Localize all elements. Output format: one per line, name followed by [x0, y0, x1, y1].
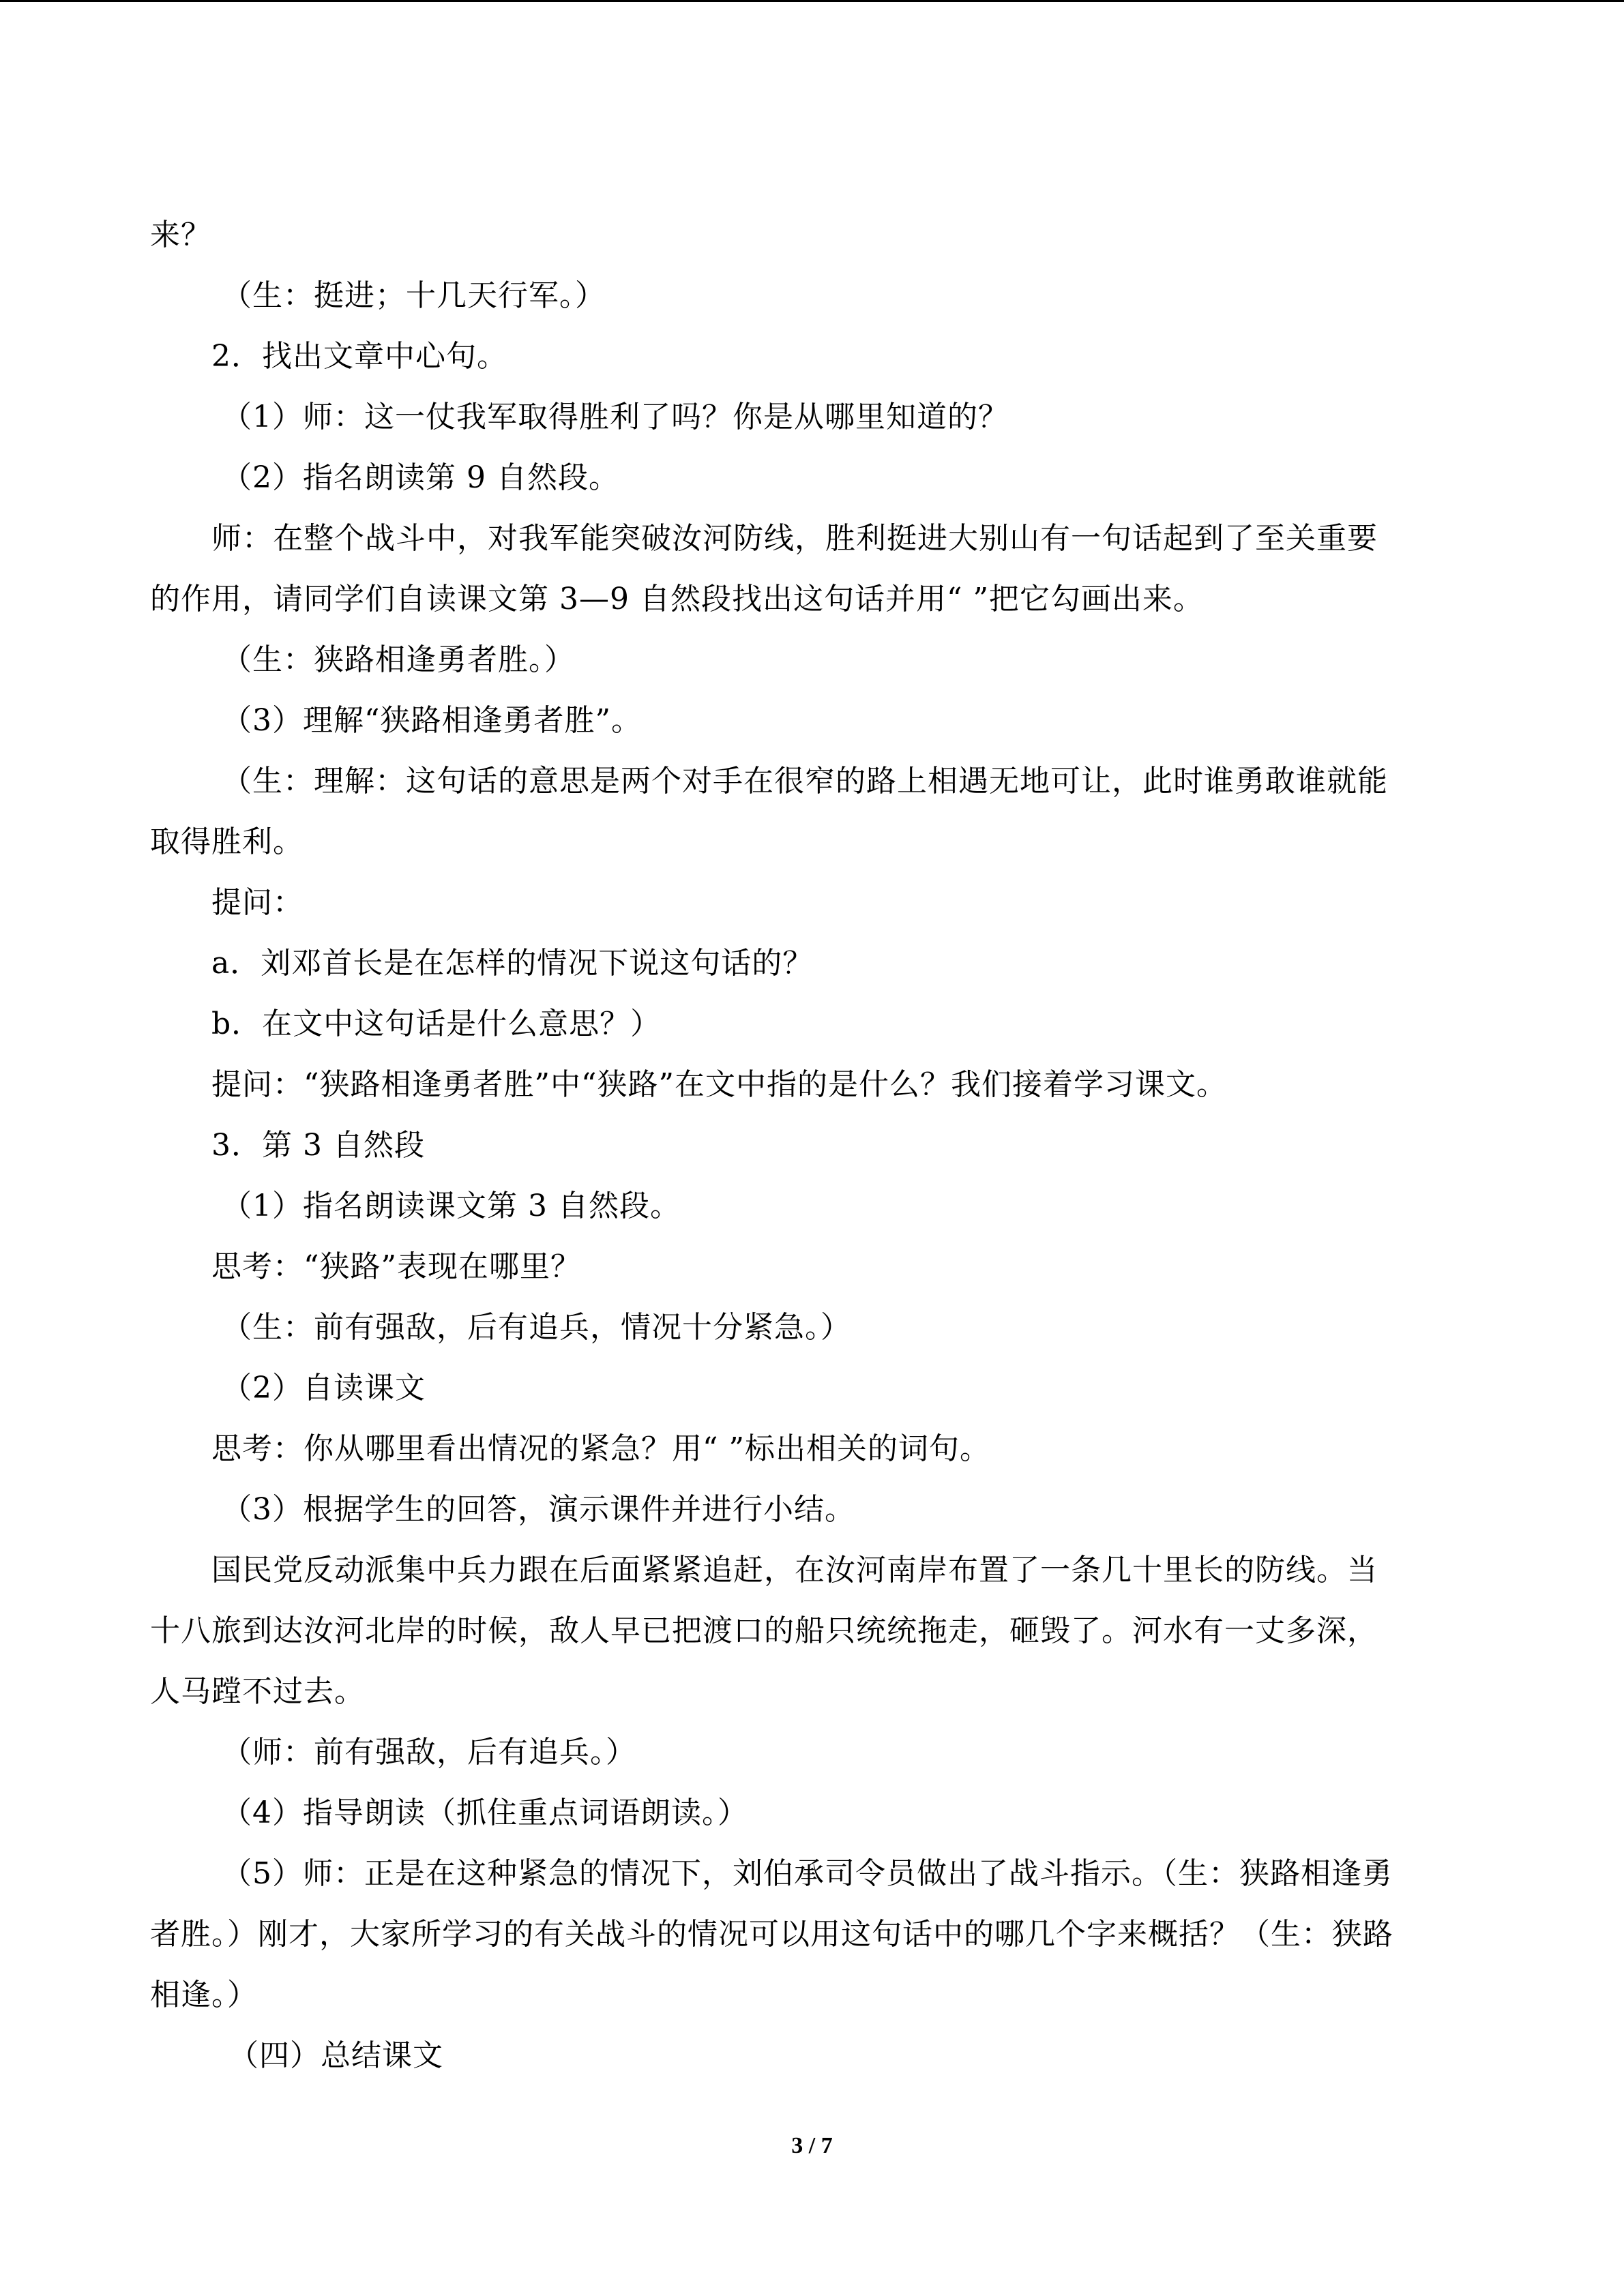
text-line: a．刘邓首长是在怎样的情况下说这句话的？ [211, 946, 814, 981]
page-number: 3 / 7 [791, 2133, 833, 2158]
page-top-border [0, 0, 1624, 2]
text-line: 相逢。） [150, 1978, 258, 2012]
text-line: 取得胜利。 [150, 824, 304, 859]
text-line: 国民党反动派集中兵力跟在后面紧紧追赶，在汝河南岸布置了一条几十里长的防线。当 [211, 1553, 1378, 1587]
text-line: 思考：你从哪里看出情况的紧急？用“ ”标出相关的词句。 [211, 1431, 990, 1466]
text-line: （3）根据学生的回答，演示课件并进行小结。 [222, 1492, 855, 1527]
text-line: 2．找出文章中心句。 [211, 339, 507, 374]
text-line: （生：理解：这句话的意思是两个对手在很窄的路上相遇无地可让，此时谁勇敢谁就能 [222, 764, 1388, 799]
text-line: 十八旅到达汝河北岸的时候，敌人早已把渡口的船只统统拖走，砸毁了。河水有一丈多深， [150, 1613, 1378, 1648]
document-body [150, 205, 1460, 2086]
text-line: （3）理解“狭路相逢勇者胜”。 [222, 703, 642, 738]
text-line: b．在文中这句话是什么意思？） [211, 1007, 662, 1041]
text-line: 提问：“狭路相逢勇者胜”中“狭路”在文中指的是什么？我们接着学习课文。 [211, 1067, 1227, 1102]
text-line: （4）指导朗读（抓住重点词语朗读。） [222, 1795, 748, 1830]
text-line: 师：在整个战斗中，对我军能突破汝河防线，胜利挺进大别山有一句话起到了至关重要 [211, 521, 1378, 556]
text-line: 者胜。）刚才，大家所学习的有关战斗的情况可以用这句话中的哪几个字来概括？（生：狭路 [150, 1917, 1393, 1952]
text-line: 来？ [150, 218, 211, 252]
text-line: （师：前有强敌，后有追兵。） [222, 1735, 636, 1770]
text-line: （生：狭路相逢勇者胜。） [222, 642, 575, 677]
text-line: （2）自读课文 [222, 1371, 426, 1405]
text-line: （5）师：正是在这种紧急的情况下，刘伯承司令员做出了战斗指示。（生：狭路相逢勇 [222, 1856, 1393, 1891]
text-line: （2）指名朗读第 9 自然段。 [222, 460, 619, 495]
text-line: 思考：“狭路”表现在哪里？ [211, 1249, 581, 1284]
text-line: （生：前有强敌，后有追兵，情况十分紧急。） [222, 1310, 851, 1345]
text-line: （1）师：这一仗我军取得胜利了吗？你是从哪里知道的？ [222, 400, 1009, 434]
text-line: 提问： [211, 885, 304, 920]
text-line: 人马蹚不过去。 [150, 1674, 365, 1709]
text-line: （1）指名朗读课文第 3 自然段。 [222, 1189, 681, 1223]
text-line: 3．第 3 自然段 [211, 1128, 425, 1163]
text-line: 的作用，请同学们自读课文第 3—9 自然段找出这句话并用“ ”把它勾画出来。 [150, 582, 1204, 616]
section-heading: （四）总结课文 [228, 2038, 443, 2073]
text-line: （生：挺进；十几天行军。） [222, 278, 606, 313]
